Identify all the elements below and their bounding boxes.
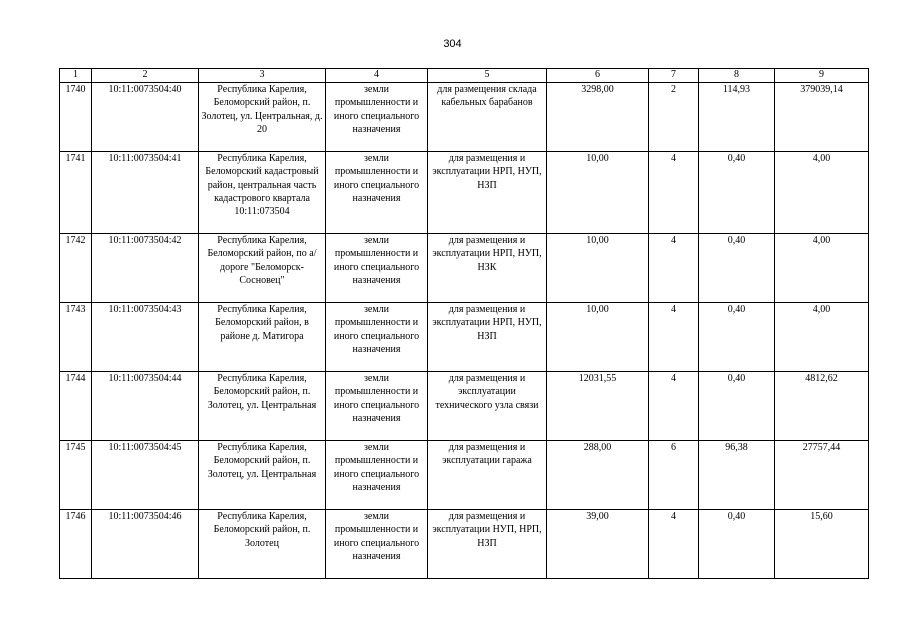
land-registry-table — [59, 68, 869, 579]
row-id: 1744 — [60, 372, 92, 441]
permitted-use: для размещения и эксплуатации гаража — [428, 441, 547, 510]
rate: 96,38 — [699, 441, 775, 510]
column-header: 9 — [775, 69, 869, 83]
header-row — [60, 69, 869, 83]
cadastral-number: 10:11:0073504:41 — [92, 152, 199, 234]
cadastral-number: 10:11:0073504:45 — [92, 441, 199, 510]
cadastral-number: 10:11:0073504:44 — [92, 372, 199, 441]
column-header: 6 — [547, 69, 649, 83]
group: 4 — [649, 152, 699, 234]
column-header: 1 — [60, 69, 92, 83]
row-id: 1741 — [60, 152, 92, 234]
area: 10,00 — [547, 303, 649, 372]
rate: 0,40 — [699, 510, 775, 579]
column-header: 2 — [92, 69, 199, 83]
rate: 0,40 — [699, 372, 775, 441]
cadastral-number: 10:11:0073504:40 — [92, 83, 199, 152]
group: 4 — [649, 510, 699, 579]
land-category: земли промышленности и иного специального назначения — [326, 234, 428, 303]
page-number: 304 — [443, 38, 462, 50]
land-category: земли промышленности и иного специального назначения — [326, 152, 428, 234]
cadastral-value: 379039,14 — [775, 83, 869, 152]
area: 3298,00 — [547, 83, 649, 152]
row-id: 1742 — [60, 234, 92, 303]
group: 4 — [649, 372, 699, 441]
group: 6 — [649, 441, 699, 510]
cadastral-value: 15,60 — [775, 510, 869, 579]
column-header: 4 — [326, 69, 428, 83]
group: 2 — [649, 83, 699, 152]
address: Республика Карелия, Беломорский район, п. Золотец, ул. Центральная — [199, 441, 326, 510]
group: 4 — [649, 234, 699, 303]
area: 10,00 — [547, 152, 649, 234]
row-id: 1746 — [60, 510, 92, 579]
land-category: земли промышленности и иного специального назначения — [326, 510, 428, 579]
rate: 0,40 — [699, 152, 775, 234]
column-header: 8 — [699, 69, 775, 83]
row-id: 1740 — [60, 83, 92, 152]
table-row — [60, 372, 869, 441]
permitted-use: для размещения и эксплуатации НРП, НУП, НЗП — [428, 152, 547, 234]
rate: 0,40 — [699, 234, 775, 303]
area: 12031,55 — [547, 372, 649, 441]
cadastral-value: 4,00 — [775, 303, 869, 372]
address: Республика Карелия, Беломорский кадастровый район, центральная часть кадастрового квартала 10:11:073504 — [199, 152, 326, 234]
area: 10,00 — [547, 234, 649, 303]
column-header: 3 — [199, 69, 326, 83]
land-category: земли промышленности и иного специального назначения — [326, 83, 428, 152]
cadastral-value: 27757,44 — [775, 441, 869, 510]
group: 4 — [649, 303, 699, 372]
rate: 0,40 — [699, 303, 775, 372]
permitted-use: для размещения и эксплуатации НУП, НРП, НЗП — [428, 510, 547, 579]
table-row — [60, 510, 869, 579]
column-header: 7 — [649, 69, 699, 83]
table-row — [60, 234, 869, 303]
address: Республика Карелия, Беломорский район, п. Золотец, ул. Центральная — [199, 372, 326, 441]
address: Республика Карелия, Беломорский район, по а/дороге "Беломорск-Сосновец" — [199, 234, 326, 303]
column-header: 5 — [428, 69, 547, 83]
row-id: 1743 — [60, 303, 92, 372]
cadastral-number: 10:11:0073504:42 — [92, 234, 199, 303]
rate: 114,93 — [699, 83, 775, 152]
cadastral-number: 10:11:0073504:43 — [92, 303, 199, 372]
land-category: земли промышленности и иного специального назначения — [326, 441, 428, 510]
row-id: 1745 — [60, 441, 92, 510]
cadastral-value: 4,00 — [775, 234, 869, 303]
permitted-use: для размещения склада кабельных барабанов — [428, 83, 547, 152]
cadastral-value: 4,00 — [775, 152, 869, 234]
permitted-use: для размещения и эксплуатации НРП, НУП, НЗП — [428, 303, 547, 372]
address: Республика Карелия, Беломорский район, в районе д. Матигора — [199, 303, 326, 372]
table-row — [60, 303, 869, 372]
address: Республика Карелия, Беломорский район, п. Золотец — [199, 510, 326, 579]
permitted-use: для размещения и эксплуатации НРП, НУП, НЗК — [428, 234, 547, 303]
table-row — [60, 83, 869, 152]
land-category: земли промышленности и иного специального назначения — [326, 303, 428, 372]
cadastral-number: 10:11:0073504:46 — [92, 510, 199, 579]
address: Республика Карелия, Беломорский район, п. Золотец, ул. Центральная, д. 20 — [199, 83, 326, 152]
land-category: земли промышленности и иного специального назначения — [326, 372, 428, 441]
permitted-use: для размещения и эксплуатации технического узла связи — [428, 372, 547, 441]
cadastral-value: 4812,62 — [775, 372, 869, 441]
area: 39,00 — [547, 510, 649, 579]
table-row — [60, 152, 869, 234]
area: 288,00 — [547, 441, 649, 510]
table-row — [60, 441, 869, 510]
